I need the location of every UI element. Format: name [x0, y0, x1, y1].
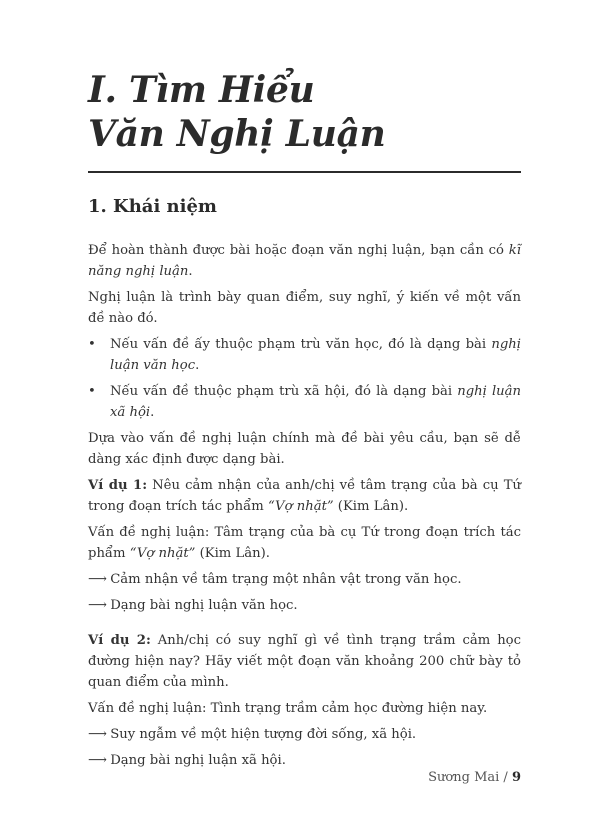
example-1-issue-author: (Kim Lân).	[195, 546, 270, 561]
title-line-1: I. Tìm Hiểu	[88, 69, 315, 111]
example-1-issue-work: “Vợ nhặt”	[129, 546, 196, 561]
page-footer	[428, 770, 521, 785]
example-1-arrow-text: Cảm nhận về tâm trạng một nhân vật trong văn học.	[110, 572, 462, 587]
bullet-text-italic: nghị luận văn học	[110, 337, 521, 373]
arrow-icon: ⟶	[88, 598, 107, 613]
example-2-prompt	[88, 630, 521, 693]
example-1-work: “Vợ nhặt”	[267, 499, 334, 514]
paragraph-intro-italic: kĩ năng nghị luận	[88, 243, 521, 279]
example-1-label: Ví dụ 1:	[88, 478, 148, 493]
bullet-text-end: .	[195, 358, 200, 373]
example-1-arrow-line	[88, 595, 521, 616]
example-2-label: Ví dụ 2:	[88, 633, 151, 648]
example-1-prompt	[88, 475, 521, 517]
bullet-item	[88, 381, 521, 423]
bullet-text-plain: Nếu vấn đề thuộc phạm trù xã hội, đó là dạng bài	[110, 384, 458, 399]
paragraph-intro	[88, 240, 521, 282]
paragraph-definition: Nghị luận là trình bày quan điểm, suy nghĩ, ý kiến về một vấn đề nào đó.	[88, 290, 521, 326]
paragraph-determine: Dựa vào vấn đề nghị luận chính mà đề bài yêu cầu, bạn sẽ dễ dàng xác định được dạng bài.	[88, 431, 521, 467]
body-content	[88, 240, 521, 776]
example-2-issue: Vấn đề nghị luận: Tình trạng trầm cảm học đường hiện nay.	[88, 701, 488, 716]
page-title	[88, 68, 528, 156]
example-1-arrow-text: Dạng bài nghị luận văn học.	[110, 598, 298, 613]
arrow-icon: ⟶	[88, 572, 107, 587]
example-1-text: Nêu cảm nhận của anh/chị về tâm trạng của bà cụ Tứ trong đoạn trích tác phẩm	[88, 478, 521, 514]
example-2-text: Anh/chị có suy nghĩ gì về tình trạng trầm cảm học đường hiện nay? Hãy viết một đoạn văn khoảng 200 chữ bày tỏ quan điểm của mình.	[88, 633, 522, 690]
example-1-author: (Kim Lân).	[333, 499, 409, 514]
example-1-issue-text: Vấn đề nghị luận: Tâm trạng của bà cụ Tứ trong đoạn trích tác phẩm	[88, 525, 521, 561]
paragraph-intro-text: Để hoàn thành được bài hoặc đoạn văn nghị luận, bạn cần có	[88, 243, 509, 258]
title-divider	[88, 171, 521, 173]
bullet-text-italic: nghị luận xã hội	[110, 384, 522, 420]
bullet-text-end: .	[150, 405, 155, 420]
arrow-icon: ⟶	[88, 727, 107, 742]
example-2-arrow-text: Suy ngẫm về một hiện tượng đời sống, xã hội.	[110, 727, 417, 742]
example-1-issue	[88, 522, 521, 564]
example-2-arrow-line	[88, 724, 521, 745]
footer-author: Sương Mai	[428, 770, 500, 785]
arrow-icon: ⟶	[88, 753, 107, 768]
bullet-text	[110, 381, 521, 423]
bullet-symbol: •	[88, 384, 96, 399]
footer-separator: /	[499, 770, 512, 785]
example-1-arrow-line	[88, 569, 521, 590]
example-2-arrow-text: Dạng bài nghị luận xã hội.	[110, 753, 286, 768]
bullet-symbol: •	[88, 337, 96, 352]
bullet-text-plain: Nếu vấn đề ấy thuộc phạm trù văn học, đó là dạng bài	[110, 337, 492, 352]
bullet-item	[88, 334, 521, 376]
page-number: 9	[511, 770, 521, 785]
bullet-text	[110, 334, 521, 376]
example-2-arrow-line	[88, 750, 521, 771]
paragraph-intro-end: .	[188, 264, 193, 279]
section-heading: 1. Khái niệm	[88, 196, 217, 217]
title-line-2: Văn Nghị Luận	[88, 113, 386, 155]
